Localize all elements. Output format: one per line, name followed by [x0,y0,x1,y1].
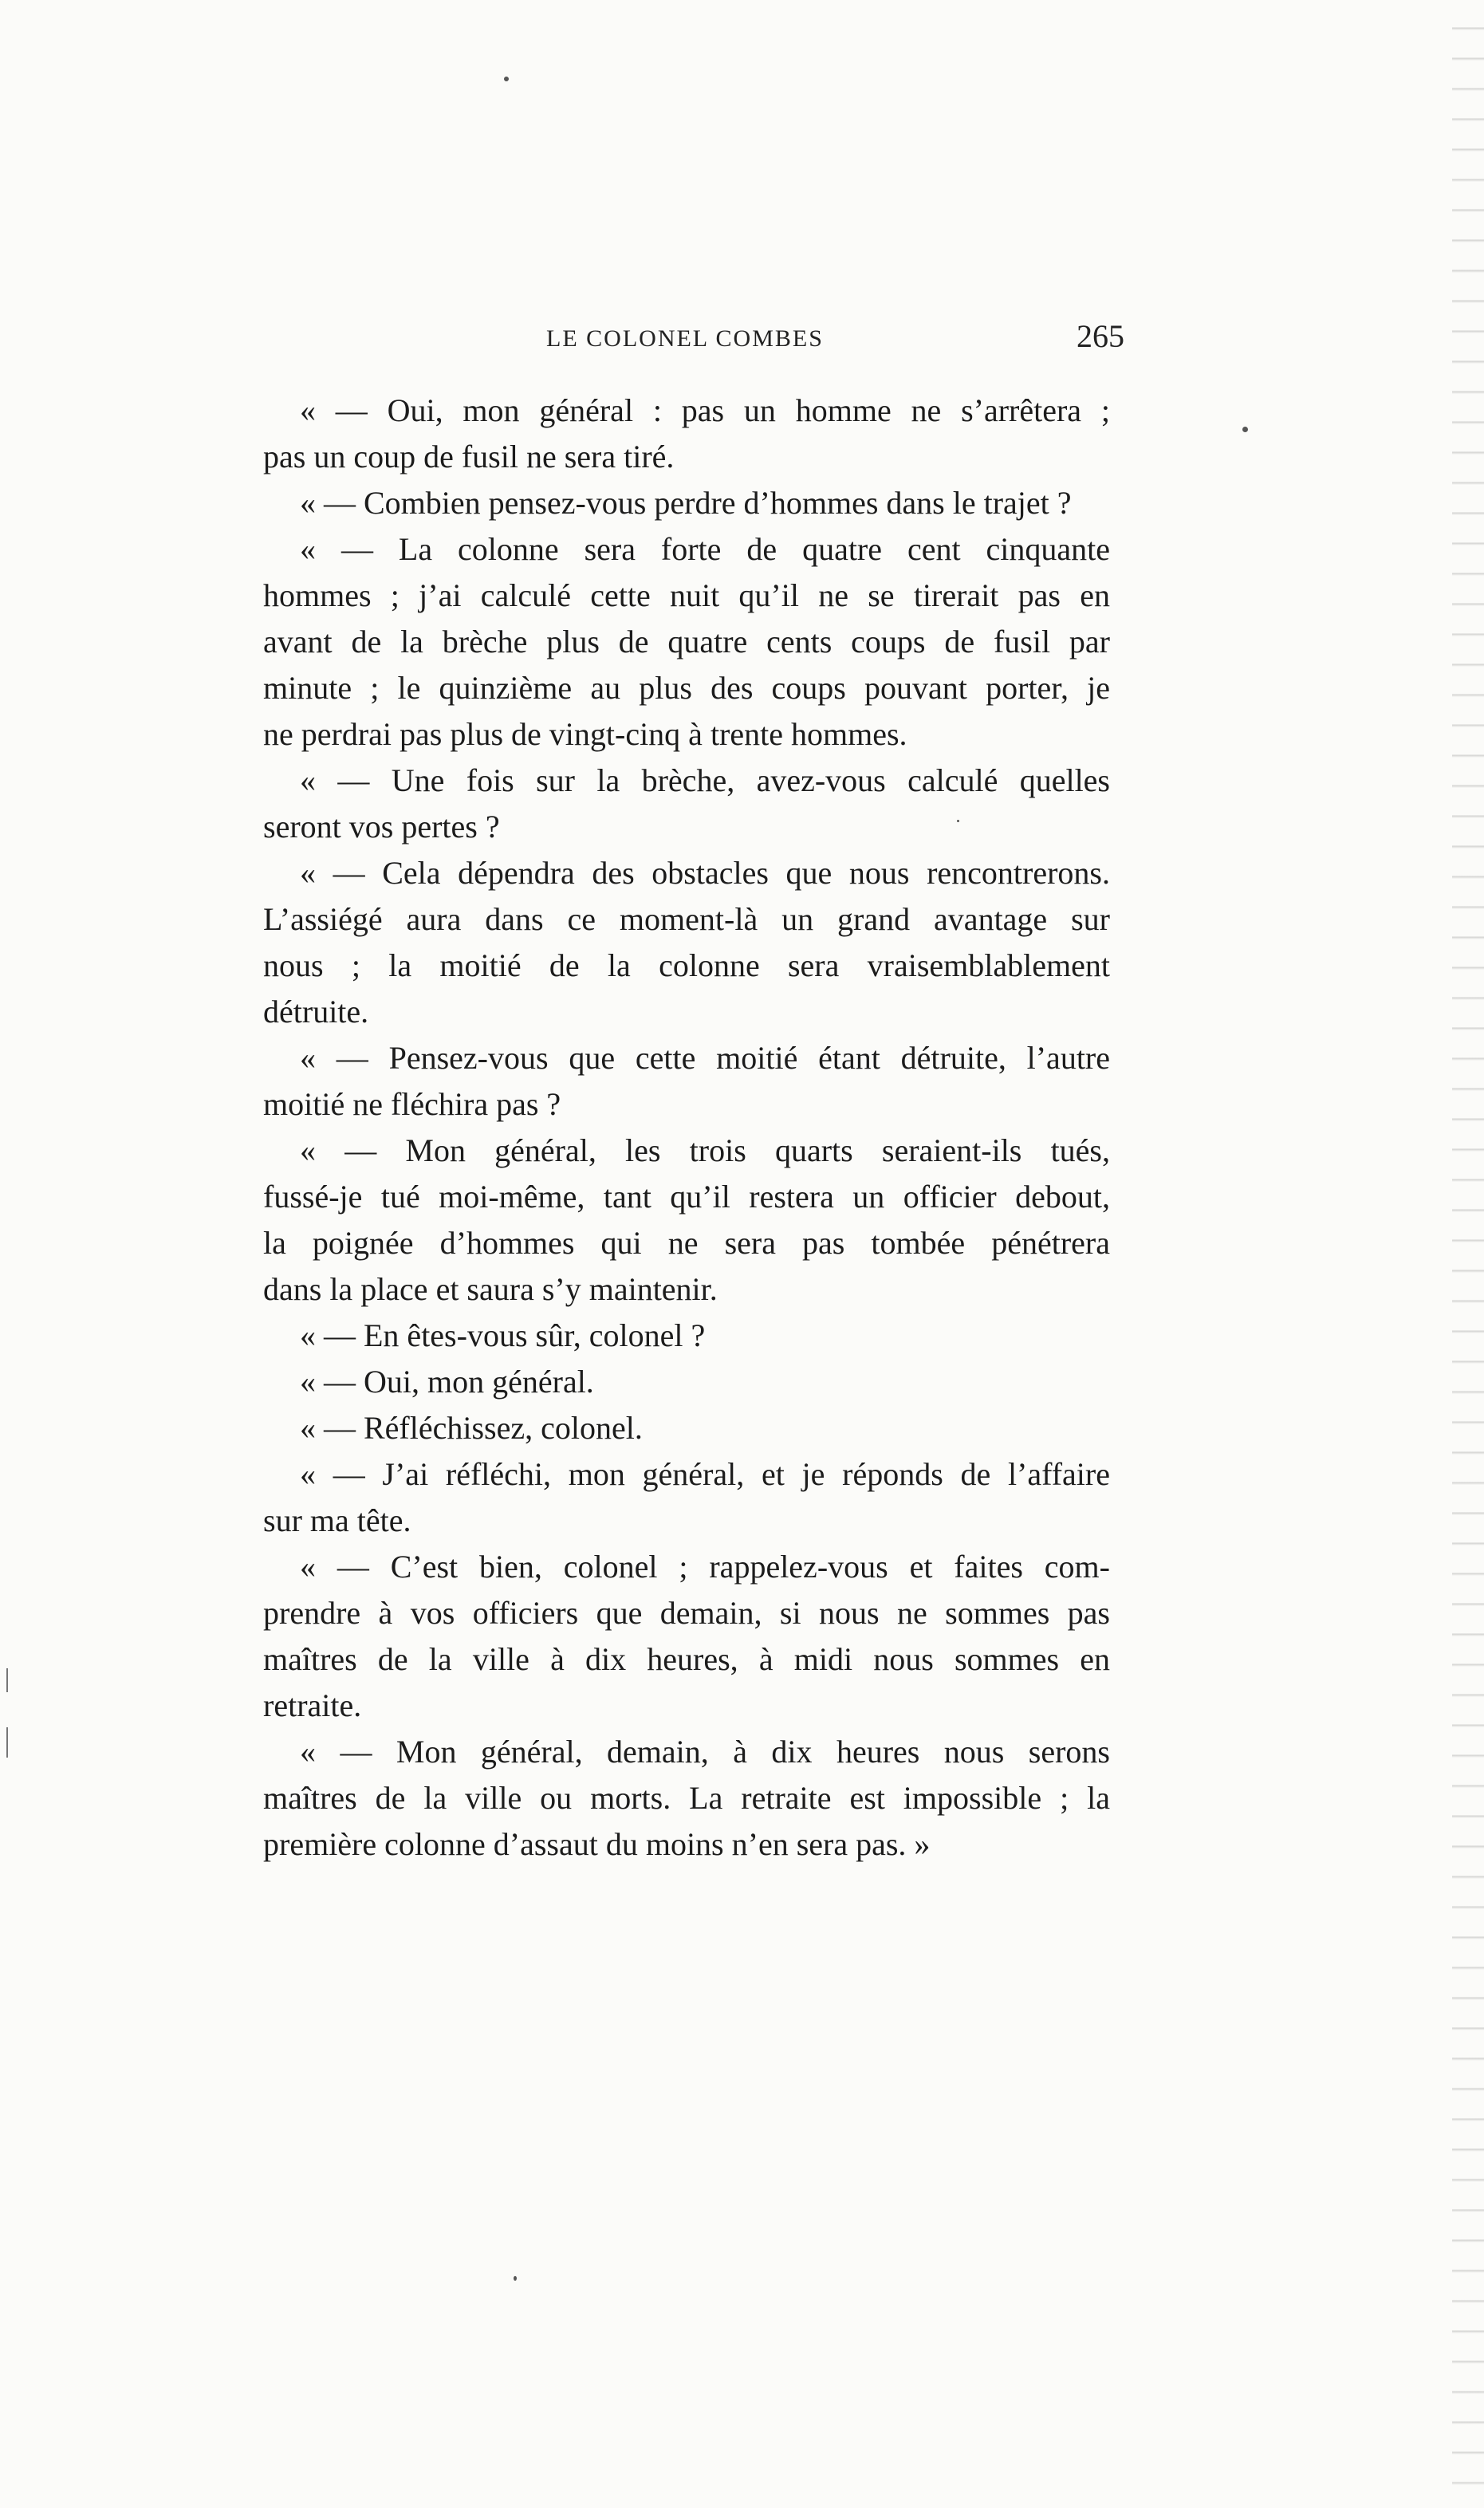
text-line: « — Pensez-vous que cette moitié étant détruite, l’autre [300,1040,1110,1076]
text-line: la poignée d’hommes qui ne sera pas tombée pénétrera [263,1225,1110,1261]
text-line: « — Oui, mon général. [300,1364,594,1400]
body-text [263,388,1110,1868]
text-line: pas un coup de fusil ne sera tiré. [263,439,675,474]
text-line: avant de la brèche plus de quatre cents coups de fusil par [263,624,1110,659]
text-line: fussé-je tué moi-même, tant qu’il restera un officier debout, [263,1179,1110,1215]
scan-speck [514,2276,517,2281]
text-line: « — La colonne sera forte de quatre cent cinquante [300,531,1110,567]
text-line: nous ; la moitié de la colonne sera vraisemblablement [263,947,1110,983]
text-line: minute ; le quinzième au plus des coups pouvant porter, je [263,670,1110,706]
text-line: hommes ; j’ai calculé cette nuit qu’il ne se tirerait pas en [263,577,1110,613]
text-line: « — Réfléchissez, colonel. [300,1410,643,1446]
text-line: prendre à vos officiers que demain, si nous ne sommes pas [263,1595,1110,1631]
scan-edge-mark [6,1727,8,1758]
text-line: L’assiégé aura dans ce moment-là un grand avantage sur [263,901,1110,937]
text-line: « — Oui, mon général : pas un homme ne s’arrêtera ; [300,392,1110,428]
text-line: maîtres de la ville ou morts. La retraite est impossible ; la [263,1780,1110,1816]
text-line: moitié ne fléchira pas ? [263,1086,561,1122]
text-line: première colonne d’assaut du moins n’en sera pas. » [263,1826,931,1862]
page-number: 265 [1077,318,1124,354]
page-header [263,317,1124,365]
text-line: dans la place et saura s’y maintenir. [263,1271,718,1307]
text-line: « — Mon général, demain, à dix heures nous serons [300,1734,1110,1770]
text-line: détruite. [263,994,369,1030]
scan-speck [957,820,959,822]
text-line: sur ma tête. [263,1502,411,1538]
scan-speck [504,77,509,81]
scan-speck [1242,427,1248,432]
text-line: « — Cela dépendra des obstacles que nous rencontrerons. [300,855,1110,891]
text-line: « — Une fois sur la brèche, avez-vous calculé quelles [300,762,1110,798]
text-line: retraite. [263,1687,362,1723]
text-line: « — J’ai réfléchi, mon général, et je réponds de l’affaire [300,1456,1110,1492]
text-line: « — C’est bien, colonel ; rappelez-vous et faites com- [300,1549,1110,1585]
running-title: LE COLONEL COMBES [546,325,824,352]
scan-edge-mark [6,1668,8,1692]
text-line: « — En êtes-vous sûr, colonel ? [300,1317,706,1353]
scan-edge-noise [1452,0,1484,2508]
text-line: maîtres de la ville à dix heures, à midi nous sommes en [263,1641,1110,1677]
text-line: ne perdrai pas plus de vingt-cinq à trente hommes. [263,716,907,752]
text-line: « — Combien pensez-vous perdre d’hommes dans le trajet ? [300,485,1072,521]
text-line: « — Mon général, les trois quarts seraient-ils tués, [300,1132,1110,1168]
text-line: seront vos pertes ? [263,809,500,845]
